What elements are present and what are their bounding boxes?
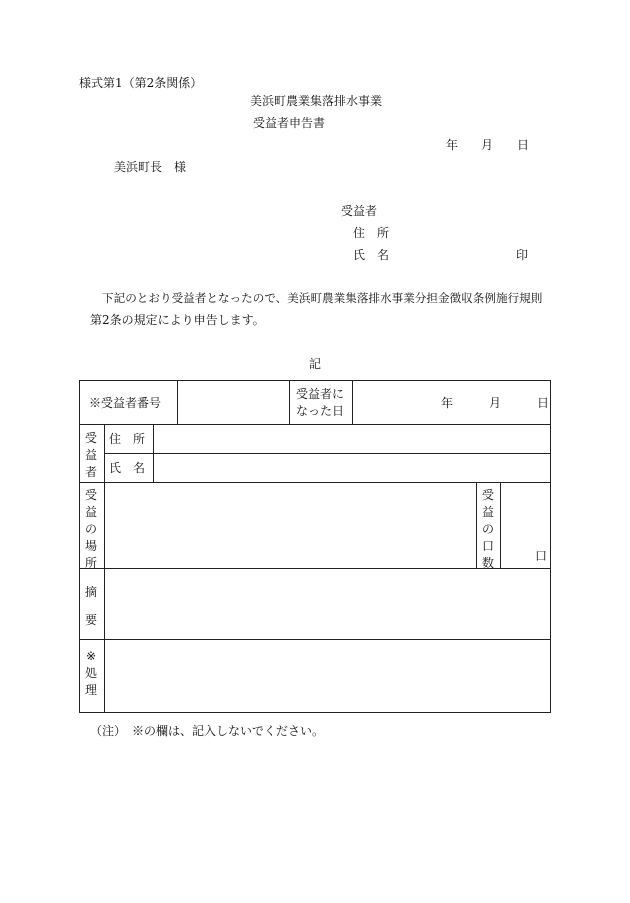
benefit-units-unit: 口 — [535, 549, 548, 563]
benefit-place-field[interactable] — [105, 483, 476, 568]
applicant-name-label: 氏 名 — [353, 248, 390, 262]
summary-field[interactable] — [105, 569, 550, 639]
form-title-line1: 美浜町農業集落排水事業 — [250, 94, 383, 108]
header-date-year: 年 — [446, 138, 459, 152]
header-date-month: 月 — [481, 138, 494, 152]
date-became-label-2: なった日 — [296, 404, 345, 418]
header-date-day: 日 — [517, 138, 530, 152]
summary-vertical-label: 摘 要 — [85, 585, 98, 627]
benefit-place-vertical-label: 受 益 の 場 所 — [85, 488, 98, 570]
footnote: （注） ※の欄は、記入しないでください。 — [90, 724, 325, 738]
addressee: 美浜町長 様 — [114, 160, 187, 174]
seal-mark: 印 — [516, 248, 529, 262]
form-reference: 様式第1（第2条関係） — [79, 76, 203, 90]
beneficiary-vertical-label: 受 益 者 — [85, 431, 98, 479]
body-line1: 下記のとおり受益者となったので、美浜町農業集落排水事業分担金徴収条例施行規則 — [102, 291, 543, 305]
processing-field[interactable] — [105, 640, 550, 712]
table-date-month: 月 — [489, 396, 502, 410]
table-date-day: 日 — [537, 396, 550, 410]
body-line2: 第2条の規定により申告します。 — [90, 313, 265, 327]
table-date-year: 年 — [441, 396, 454, 410]
beneficiary-number-label: ※受益者番号 — [89, 396, 162, 410]
form-title-line2: 受益者申告書 — [253, 116, 326, 130]
table-name-label: 氏 名 — [109, 461, 146, 475]
table-address-label: 住 所 — [109, 432, 146, 446]
beneficiary-number-field[interactable] — [178, 381, 288, 424]
date-became-label-1: 受益者に — [296, 387, 345, 401]
table-address-field[interactable] — [154, 425, 550, 453]
benefit-units-vertical-label: 受 益 の 口 数 — [482, 488, 495, 570]
ki-heading: 記 — [309, 357, 322, 371]
applicant-address-label: 住 所 — [353, 226, 390, 240]
processing-vertical-label: ※ 処 理 — [85, 649, 98, 697]
application-table — [79, 380, 551, 713]
table-name-field[interactable] — [154, 454, 550, 482]
applicant-heading: 受益者 — [341, 204, 378, 218]
